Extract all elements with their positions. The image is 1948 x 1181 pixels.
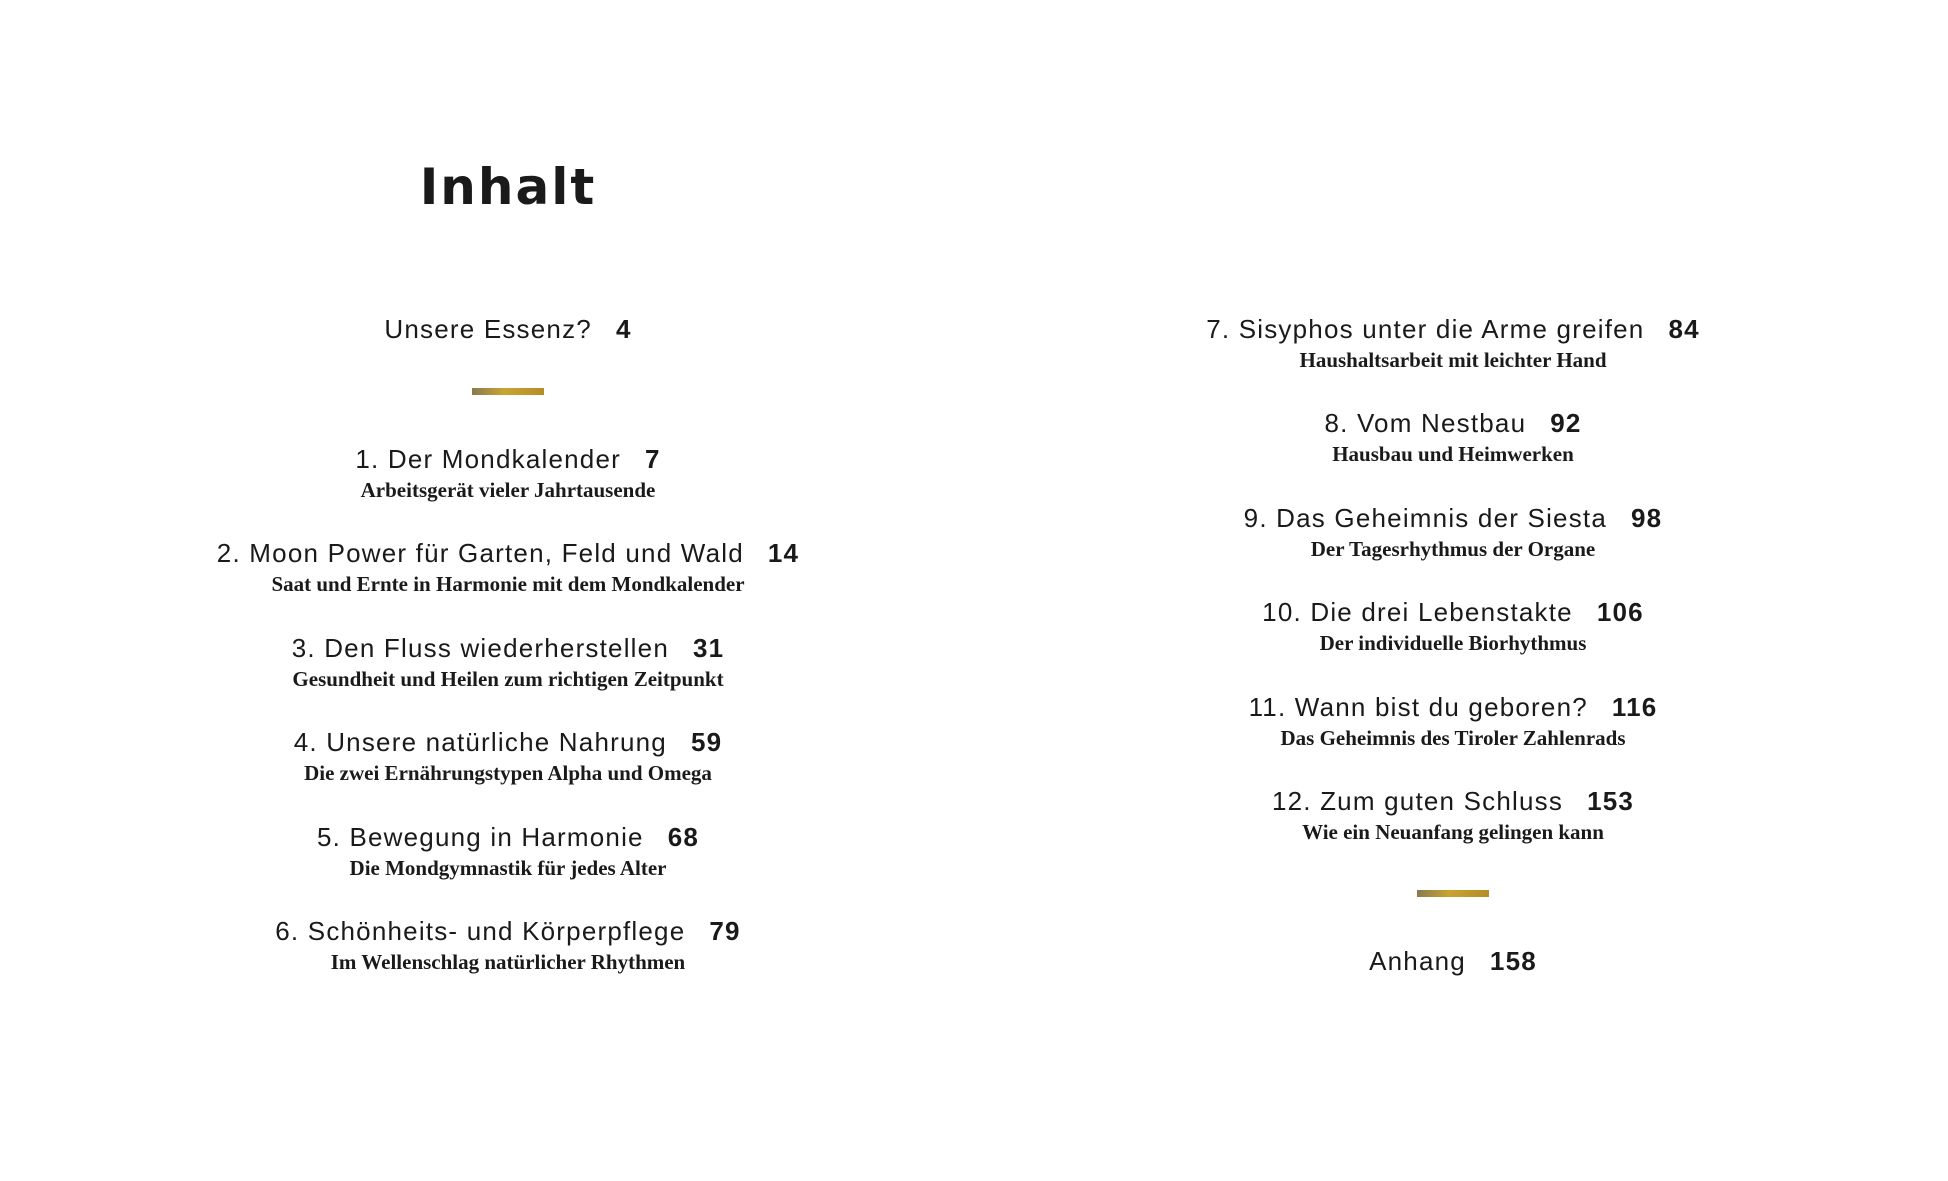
toc-entry-title: Unsere Essenz? (384, 314, 592, 344)
toc-entry-title: 2. Moon Power für Garten, Feld und Wald (216, 538, 744, 568)
toc-entry-title: 10. Die drei Lebenstakte (1262, 597, 1573, 627)
toc-entry-10[interactable] (1003, 597, 1903, 656)
toc-entry-page: 116 (1611, 692, 1658, 722)
toc-entry-5[interactable] (58, 822, 958, 881)
toc-entry-page: 14 (767, 538, 800, 568)
toc-entry-4[interactable] (58, 727, 958, 786)
toc-entry-2[interactable] (58, 538, 958, 597)
toc-entry-8[interactable] (1003, 408, 1903, 467)
toc-entry-title: 9. Das Geheimnis der Siesta (1243, 503, 1607, 533)
toc-entry-title: 7. Sisyphos unter die Arme greifen (1206, 314, 1645, 344)
toc-entry-subtitle: Im Wellenschlag natürlicher Rhythmen (330, 950, 686, 974)
toc-entry-title: 6. Schönheits- und Körperpflege (275, 916, 686, 946)
toc-entry-page: 79 (709, 916, 741, 946)
toc-entry-9[interactable] (1003, 503, 1903, 562)
toc-entry-title: 4. Unsere natürliche Nahrung (293, 727, 667, 757)
toc-entry-title: 11. Wann bist du geboren? (1248, 692, 1588, 722)
toc-entry-title: 12. Zum guten Schluss (1271, 786, 1564, 816)
toc-entry-page: 68 (667, 822, 700, 852)
toc-entry-subtitle: Hausbau und Heimwerken (1332, 442, 1574, 466)
toc-entry-subtitle: Wie ein Neuanfang gelingen kann (1302, 820, 1604, 844)
page-title: Inhalt (419, 158, 597, 216)
toc-entry-page: 158 (1489, 946, 1537, 976)
toc-entry-title: 1. Der Mondkalender (355, 444, 621, 474)
toc-entry-page: 59 (690, 727, 723, 757)
toc-entry-11[interactable] (1003, 692, 1903, 751)
toc-entry-subtitle: Haushaltsarbeit mit leichter Hand (1299, 348, 1607, 372)
toc-entry-subtitle: Arbeitsgerät vieler Jahrtausende (360, 478, 656, 502)
toc-entry-title: 8. Vom Nestbau (1324, 408, 1527, 438)
toc-entry-subtitle: Der individuelle Biorhythmus (1319, 631, 1587, 655)
toc-entry-subtitle: Der Tagesrhythmus der Organe (1310, 537, 1596, 561)
toc-entry-1[interactable] (58, 444, 958, 503)
toc-entry-title: 3. Den Fluss wiederherstellen (291, 633, 669, 663)
toc-entry-12[interactable] (1003, 786, 1903, 845)
toc-entry-page: 106 (1596, 597, 1644, 627)
gold-divider (472, 388, 544, 395)
toc-entry-subtitle: Die zwei Ernährungstypen Alpha und Omega (304, 761, 712, 785)
gold-divider (1417, 890, 1489, 897)
toc-entry-title: 5. Bewegung in Harmonie (316, 822, 644, 852)
toc-entry-intro[interactable] (58, 314, 958, 344)
toc-entry-6[interactable] (58, 916, 958, 975)
toc-entry-page: 4 (615, 314, 632, 344)
toc-entry-page: 98 (1631, 503, 1663, 533)
toc-entry-subtitle: Saat und Ernte in Harmonie mit dem Mondkalender (271, 572, 745, 596)
toc-entry-subtitle: Das Geheimnis des Tiroler Zahlenrads (1280, 726, 1626, 750)
toc-entry-appendix[interactable] (1003, 946, 1903, 976)
toc-entry-page: 31 (692, 633, 725, 663)
toc-entry-page: 84 (1668, 314, 1700, 344)
toc-entry-title: Anhang (1369, 946, 1466, 976)
toc-entry-7[interactable] (1003, 314, 1903, 373)
toc-entry-page: 153 (1587, 786, 1635, 816)
toc-entry-page: 7 (644, 444, 661, 474)
toc-entry-subtitle: Gesundheit und Heilen zum richtigen Zeitpunkt (292, 667, 724, 691)
toc-entry-subtitle: Die Mondgymnastik für jedes Alter (349, 856, 667, 880)
toc-entry-3[interactable] (58, 633, 958, 692)
toc-entry-page: 92 (1550, 408, 1582, 438)
